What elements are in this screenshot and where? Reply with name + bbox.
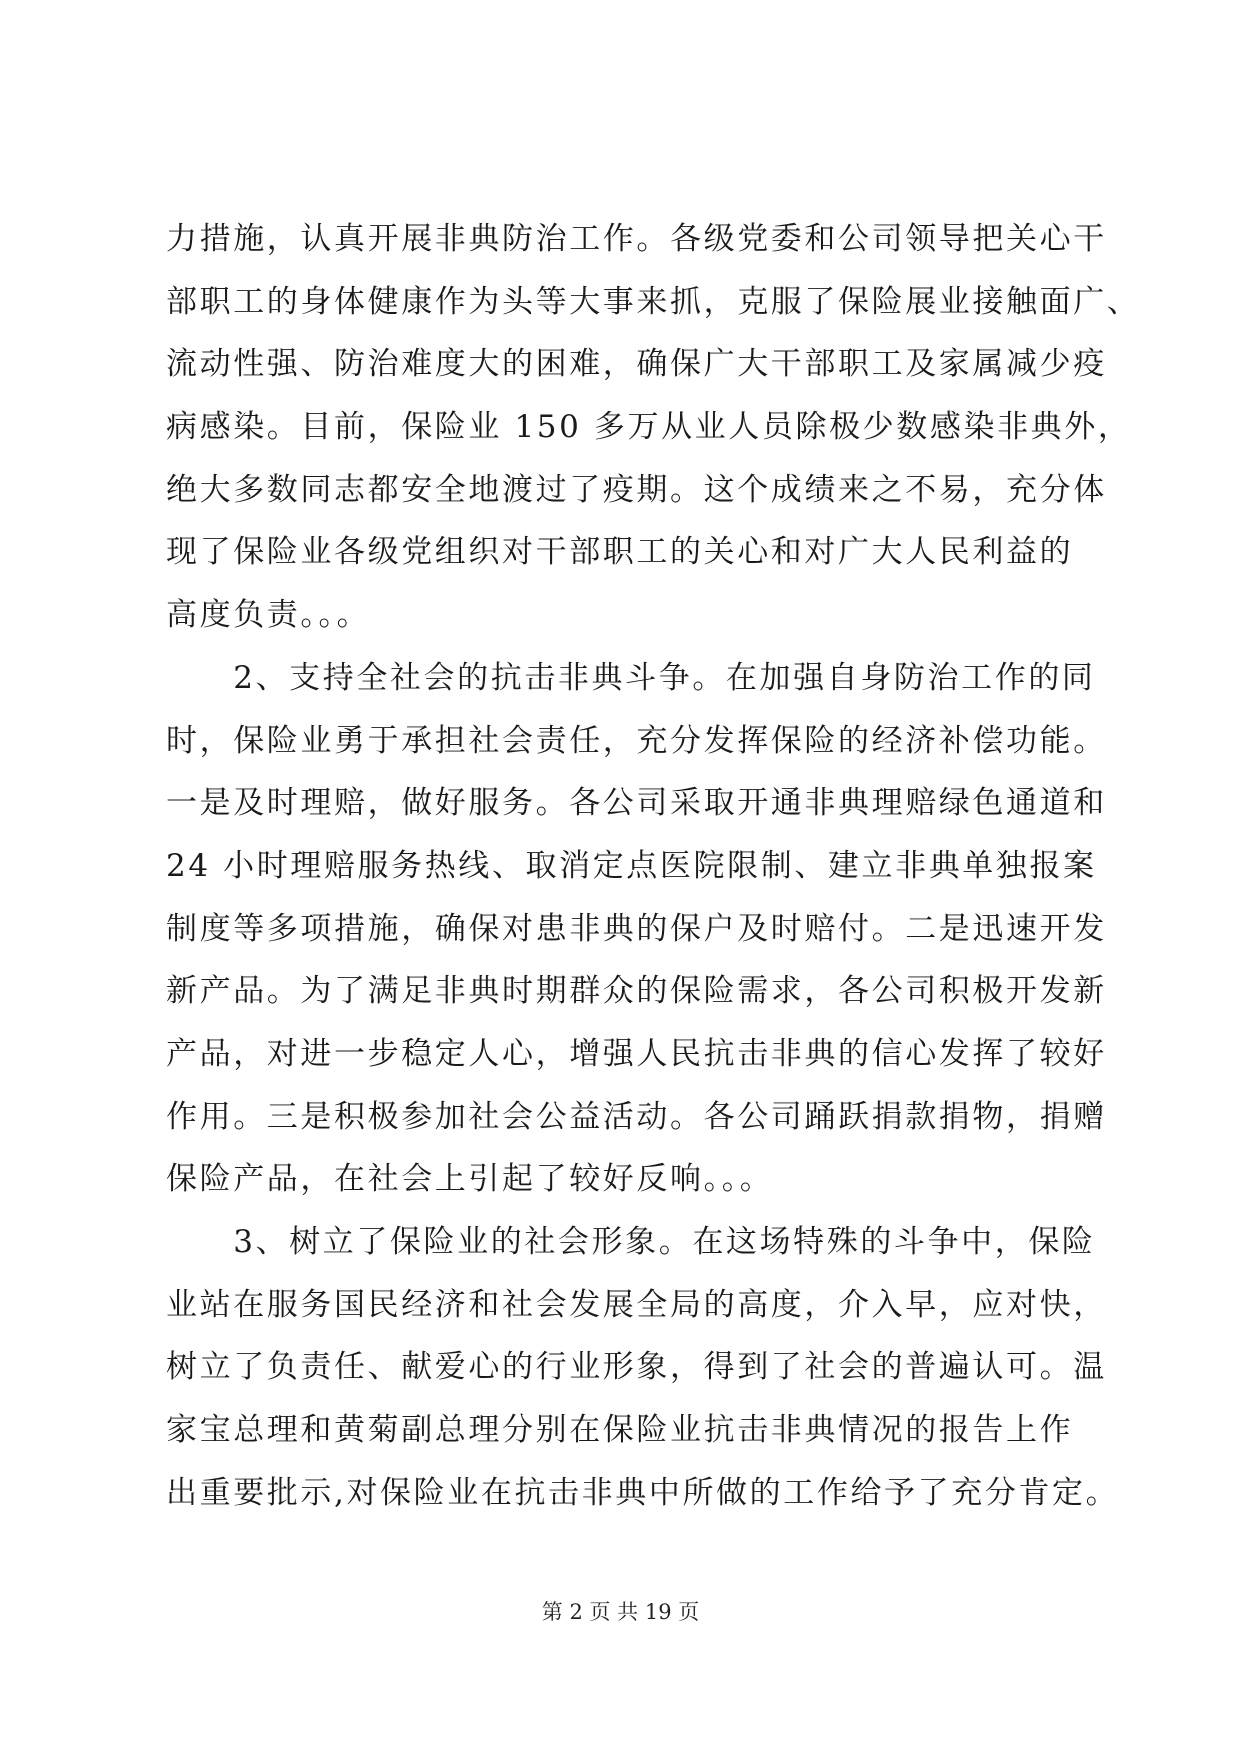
text-line: 流动性强、防治难度大的困难，确保广大干部职工及家属减少疫 (166, 346, 1107, 383)
text-line: 新产品。为了满足非典时期群众的保险需求，各公司积极开发新 (166, 973, 1107, 1010)
paragraph-start-line: 2、支持全社会的抗击非典斗争。在加强自身防治工作的同 (166, 659, 1096, 696)
text-line: 一是及时理赔，做好服务。各公司采取开通非典理赔绿色通道和 (166, 785, 1107, 822)
text-line: 产品，对进一步稳定人心，增强人民抗击非典的信心发挥了较好 (166, 1035, 1107, 1072)
text-line: 作用。三是积极参加社会公益活动。各公司踊跃捐款捐物，捐赠 (166, 1098, 1107, 1135)
text-line: 力措施，认真开展非典防治工作。各级党委和公司领导把关心干 (166, 221, 1107, 257)
text-line: 绝大多数同志都安全地渡过了疫期。这个成绩来之不易，充分体 (166, 471, 1107, 508)
text-line: 制度等多项措施，确保对患非典的保户及时赔付。二是迅速开发 (166, 910, 1107, 947)
text-line: 业站在服务国民经济和社会发展全局的高度，介入早，应对快， (166, 1286, 1107, 1323)
text-line: 保险产品，在社会上引起了较好反响。。。 (166, 1161, 774, 1198)
text-line: 病感染。目前，保险业 150 多万从业人员除极少数感染非典外， (166, 409, 1132, 446)
text-line: 部职工的身体健康作为头等大事来抓，克服了保险展业接触面广、 (166, 283, 1141, 320)
text-line: 树立了负责任、献爱心的行业形象，得到了社会的普遍认可。温 (166, 1349, 1107, 1386)
text-line: 24 小时理赔服务热线、取消定点医院限制、建立非典单独报案 (166, 847, 1097, 884)
text-line: 家宝总理和黄菊副总理分别在保险业抗击非典情况的报告上作 (166, 1412, 1074, 1449)
text-line: 出重要批示,对保险业在抗击非典中所做的工作给予了充分肯定。 (166, 1474, 1120, 1511)
paragraph-start-line: 3、树立了保险业的社会形象。在这场特殊的斗争中，保险 (166, 1224, 1096, 1260)
text-line: 高度负责。。。 (166, 597, 371, 634)
body-text (166, 208, 1141, 1524)
page-number-footer: 第 2 页 共 19 页 (541, 1600, 700, 1624)
text-line: 现了保险业各级党组织对干部职工的关心和对广大人民利益的 (166, 534, 1074, 571)
text-line: 时，保险业勇于承担社会责任，充分发挥保险的经济补偿功能。 (166, 722, 1107, 759)
